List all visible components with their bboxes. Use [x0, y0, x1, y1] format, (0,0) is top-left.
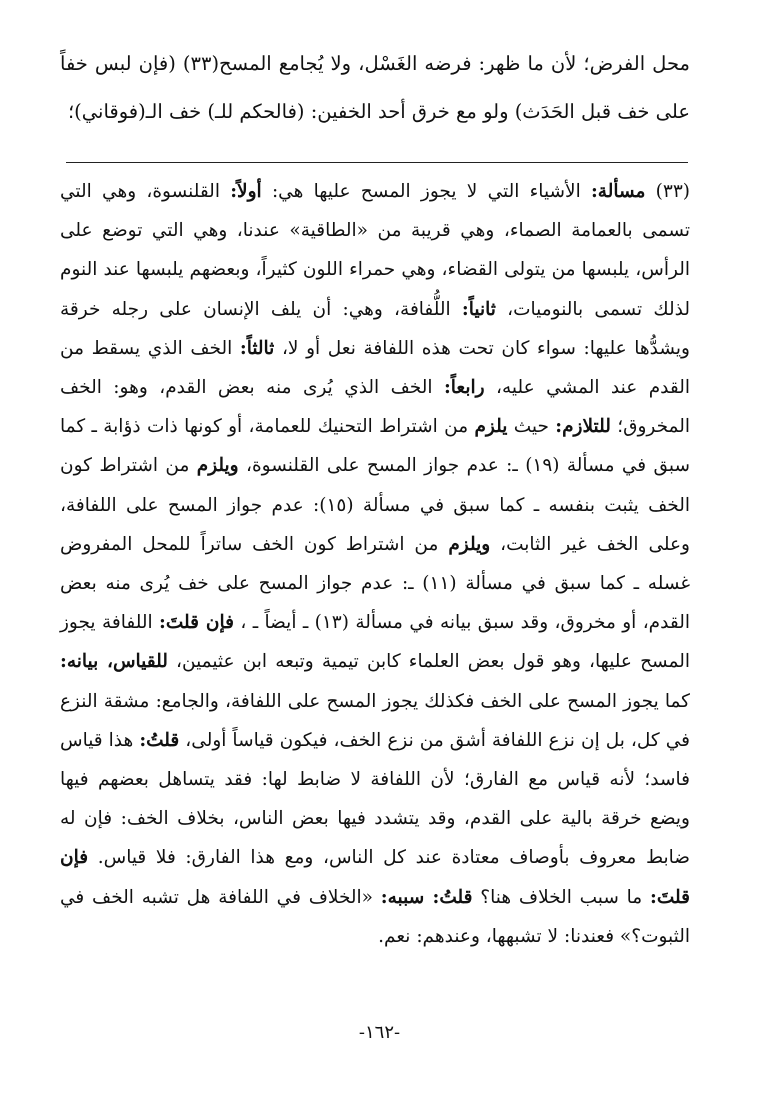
- footnote-bold-term: فإن قلتَ:: [159, 612, 234, 634]
- main-text-block: [60, 40, 690, 136]
- footnote-bold-term: أولاً:: [230, 181, 262, 202]
- footnote-bold-term: ويلزم: [448, 533, 491, 555]
- footnote-text-segment: اللفافة يجوز المسح عليها، وهو قول بعض العلماء كابن تيمية وتبعه ابن عثيمين،: [60, 612, 690, 673]
- footnote-bold-term: ويلزم: [196, 455, 239, 477]
- footnote-divider: [66, 162, 688, 163]
- footnote-text-segment: حيث: [507, 416, 556, 438]
- footnote-text-segment: (٣٣): [645, 181, 690, 202]
- footnote-text-segment: هذا قياس فاسد؛ لأنه قياس مع الفارق؛ لأن اللفافة لا ضابط لها: فقد يتساهل بعضهم فيها ويضع خرقة بالية على القدم، وقد يتشدد فيها بعض الناس، بخلاف الخف: فإن له ضابط معروف بأوصاف معتادة عند كل الناس، ومع هذا الفارق: فلا قياس.: [60, 729, 690, 869]
- footnote-text-segment: الخف الذي يُرى منه بعض القدم، وهو: الخف المخروق؛: [60, 377, 691, 438]
- footnote-text-segment: الخف الذي يسقط من القدم عند المشي عليه،: [60, 337, 690, 399]
- page-number: -١٦٢-: [358, 1022, 401, 1043]
- main-paragraph: محل الفرض؛ لأن ما ظهر: فرضه الغَسْل، ولا يُجامع المسح(٣٣) (فإن لبس خفاً على خف قبل الحَدَث) ولو مع خرق أحد الخفين: (فالحكم للـ) خف الـ(فوقاني)؛: [60, 52, 690, 123]
- footnote-bold-term: فإن قلتَ:: [60, 847, 690, 908]
- footnote-bold-term: للتلازم:: [555, 416, 611, 438]
- footnote-bold-term: قلتُ:: [139, 729, 180, 751]
- footnote-text-segment: من اشتراط كون الخف يثبت بنفسه ـ كما سبق في مسألة (١٥): عدم جواز المسح على اللفافة، وعلى الخف غير الثابت،: [60, 455, 690, 555]
- footnote-text-segment: من اشتراط كون الخف ساتراً للمحل المفروض غسله ـ كما سبق في مسألة (١١) ـ: عدم جواز المسح على خف يُرى منه بعض القدم، أو مخروق، وقد سبق بيانه في مسألة (١٣) ـ أيضاً ـ ،: [60, 533, 690, 634]
- footnote-bold-term: قلتُ: سببه:: [380, 886, 473, 908]
- footnote-paragraph: [60, 172, 690, 956]
- footnote-bold-term: مسألة:: [590, 181, 646, 202]
- footnote-text-segment: كما يجوز المسح على الخف فكذلك يجوز المسح على اللفافة، والجامع: مشقة النزع في كل، بل إن نزع اللفافة أشق من نزع الخف، فيكون قياساً أولى،: [60, 690, 690, 751]
- footnote-text-segment: من اشتراط التحنيك للعمامة، أو كونها ذات ذؤابة ـ كما سبق في مسألة (١٩) ـ: عدم جواز المسح على القلنسوة،: [60, 416, 690, 477]
- footnote-text-segment: «الخلاف في اللفافة هل تشبه الخف في الثبوت؟» فعندنا: لا تشبهها، وعندهم: نعم.: [60, 886, 690, 947]
- footnote-text-segment: القلنسوة، وهي التي تسمى بالعمامة الصماء، وهي قريبة من «الطاقية» عندنا، وهي التي توضع على الرأس، يلبسها من يتولى القضاء، وهي حمراء اللون كثيراً، وبعضهم يلبسها عند النوم لذلك تسمى بالنوميات،: [60, 181, 690, 320]
- footnote-text-segment: ما سبب الخلاف هنا؟: [472, 886, 651, 908]
- footnote-bold-term: ثالثاً:: [239, 337, 275, 359]
- footnote-bold-term: رابعاً:: [443, 377, 485, 399]
- footnote-text-segment: اللُّفافة، وهي: أن يلف الإنسان على رجله خرقة ويشدُّها عليها: سواء كان تحت هذه اللفافة نعل أو لا،: [60, 298, 690, 359]
- footnote-bold-term: ثانياً:: [461, 298, 496, 320]
- footnote-text-segment: الأشياء التي لا يجوز المسح عليها هي:: [261, 181, 591, 202]
- footnote-bold-term: يلزم: [474, 416, 508, 438]
- footnote-bold-term: للقياس، بيانه:: [60, 651, 168, 673]
